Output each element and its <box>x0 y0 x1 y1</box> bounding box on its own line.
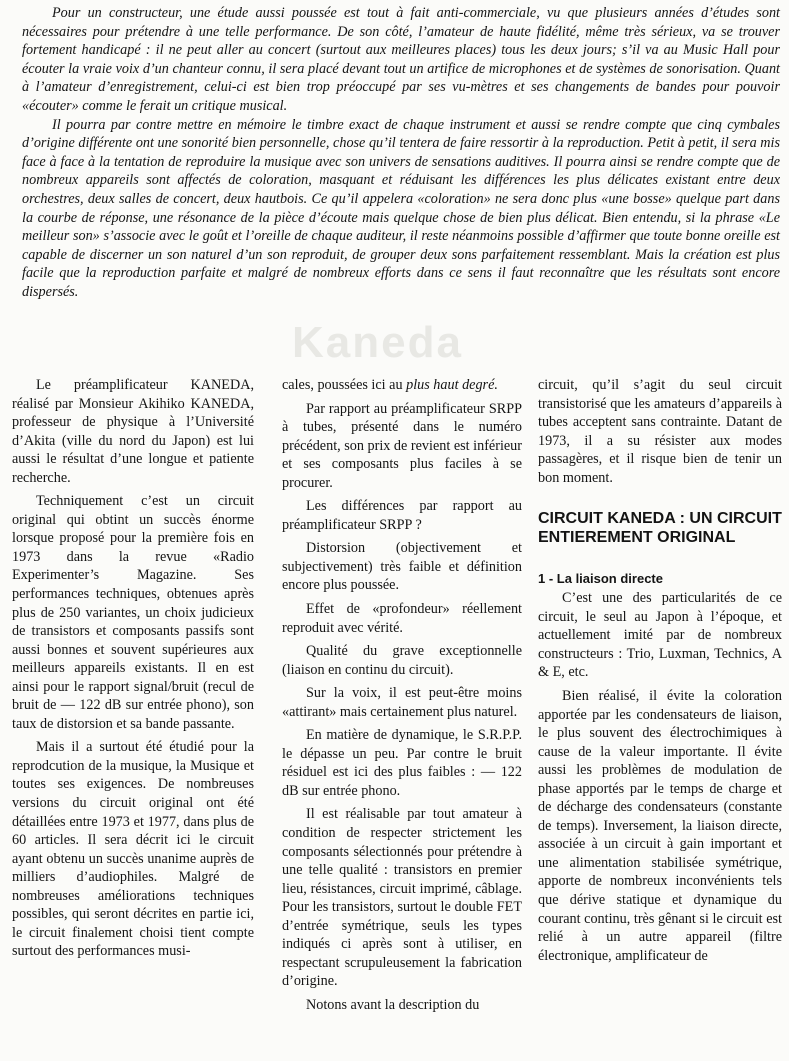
col2-paragraph-6: Qualité du grave exceptionnelle (liaison en continu du circuit). <box>282 643 522 678</box>
col2-paragraph-5: Effet de «profondeur» réellement reproduit avec vérité. <box>282 601 522 636</box>
col1-paragraph-3: Mais il a surtout été étudié pour la reprodcution de la musique, la Musique et toutes ses exigences. De nombreuses versions du circuit original ont été détaillées entre 1973 et 1977, dans plus de 60 articles. Il sera décrit ici le circuit ayant obtenu un succès unanime auprès de milliers d’audiophiles. Malgré de nombreuses améliorations techniques possibles, qui seront décrites en partie ici, le circuit finalement choisi tient compte surtout des performances musi- <box>12 739 254 960</box>
col2-paragraph-8: En matière de dynamique, le S.R.P.P. le dépasse un peu. Par contre le bruit résiduel est ici des plus faibles : — 122 dB sur entrée phono. <box>282 727 522 799</box>
col2-paragraph-9: Il est réalisable par tout amateur à condition de respecter strictement les composants sélectionnés pour prétendre à une telle qualité : transistors en premier lieu, résistances, circuit imprimé, câblage. Pour les transistors, surtout le double FET d’entrée symétrique, seuls les types indiqués ci après sont à utiliser, en respectant scrupuleusement la fabrication d’origine. <box>282 806 522 990</box>
intro-paragraph-2: Il pourra par contre mettre en mémoire le timbre exact de chaque instrument et aussi se rendre compte que cinq cymbales d’origine différente ont une sonorité bien personnelle, chose qu’il tentera de faire ressortir à la reproduction. Petit à petit, il sera mis face à face à la tentation de reproduire la musique avec son univers de sensations auditives. Il pourra ainsi se rendre compte que de nombreux appareils sont affectés de coloration, masquant et réduisant les différences les plus délicates existant entre deux orchestres, deux salles de concert, deux hautbois. Ce qu’il appelera «coloration» ne sera donc plus «une bosse» quelque part dans la courbe de réponse, une résonance de la pièce d’écoute mais quelque chose de bien plus délicat. Bien entendu, si la phrase «Le meilleur son» s’associe avec le goût et l’oreille de chaque auditeur, il reste néanmoins possible d’affirmer que toute bonne oreille est capable de discerner un son naturel d’un son reproduit, de grouper deux sons parfaitement ressemblant. Mais la création est plus facile que la reproduction parfaite et malgré de nombreux efforts dans ce sens il faut reconnaître que les résultats sont encore dispersés. <box>22 116 780 300</box>
col1-paragraph-2: Techniquement c’est un circuit original qui obtint un succès énorme lorsque proposé pour la première fois en 1973 dans la revue «Radio Experimenter’s Magazine. Ses performances techniques, obtenues après plus de 250 variantes, un choix judicieux de transistors et composants passifs sont aussi bonnes et souvent supérieures aux meilleurs appareils existants. Il en est ainsi pour le rapport signal/bruit (recul de bruit de — 122 dB sur entrée phono), son taux de distorsion et sa bande passante. <box>12 493 254 732</box>
col2-paragraph-4: Distorsion (objectivement et subjectivement) très faible et définition encore plus poussée. <box>282 540 522 594</box>
col3-paragraph-1: circuit, qu’il s’agit du seul circuit transistorisé que les amateurs d’appareils à tubes acceptent sans contrainte. Datant de 1973, il a su résister aux modes passagères, et il risque bien de tenir un bon moment. <box>538 377 782 486</box>
show-through-title: Kaneda <box>292 318 463 367</box>
col2-paragraph-10: Notons avant la description du <box>306 996 480 1013</box>
col2-paragraph-7: Sur la voix, il est peut-être moins «attirant» mais certainement plus naturel. <box>282 685 522 720</box>
col1-paragraph-1: Le préamplificateur KANEDA, réalisé par Monsieur Akihiko KANEDA, professeur de physique à l’Université d’Akita (ville du nord du Japon) est lui aussi le résultat d’une longue et patiente recherche. <box>12 377 254 486</box>
col2-p1-text: cales, poussées ici au <box>282 377 407 393</box>
col2-paragraph-1 <box>282 376 522 395</box>
col3-paragraph-2: C’est une des particularités de ce circuit, le seul au Japon à l’époque, et actuellement imité par de nombreux constructeurs : Trio, Luxman, Technics, A & E, etc. <box>538 590 782 681</box>
column-3 <box>538 376 782 970</box>
section-heading: CIRCUIT KANEDA : UN CIRCUIT ENTIEREMENT ORIGINAL <box>538 510 782 547</box>
column-1 <box>12 376 254 966</box>
column-2 <box>282 376 522 1020</box>
intro-paragraph-1: Pour un constructeur, une étude aussi poussée est tout à fait anti-commerciale, vu que plusieurs années d’études sont nécessaires pour prétendre à une telle performance. De son côté, l’amateur de haute fidélité, même très sérieux, va se trouver fortement handicapé : il ne peut aller au concert (surtout aux meilleures places) tous les deux jours; s’il va au Music Hall pour écouter la vraie voix d’un chanteur connu, il sera placé devant tout un artifice de microphones et de systèmes de sonorisation. Quant à l’amateur d’enregistrement, celui-ci est bien trop préoccupé par ses vu-mètres et ses changements de bandes pour pouvoir «écouter» comme le ferait un critique musical. <box>22 5 780 114</box>
col3-paragraph-3: Bien réalisé, il évite la coloration apportée par les condensateurs de liaison, le plus souvent des électrochimiques à cause de la valeur importante. Il évite aussi les problèmes de modulation de phase apportés par le temps de charge et de décharge des condensateurs (constante de temps). Inversement, la liaison directe, associée à un circuit à gain important et une alimentation stabilisée symétrique, apporte de nombreux inconvénients tels que dérive statique et dynamique du courant continu, très gênant si le circuit est relié à un autre appareil (filtre électronique, amplificateur de <box>538 688 782 964</box>
intro-block <box>22 4 780 302</box>
col2-paragraph-2: Par rapport au préamplificateur SRPP à tubes, présenté dans le numéro précédent, son prix de revient est inférieur et ses composants plus faciles à se procurer. <box>282 400 522 491</box>
col2-paragraph-3: Les différences par rapport au préamplificateur SRPP ? <box>282 498 522 533</box>
subsection-heading: 1 - La liaison directe <box>538 571 663 587</box>
col2-p1-emphasis: plus haut degré. <box>406 377 498 393</box>
